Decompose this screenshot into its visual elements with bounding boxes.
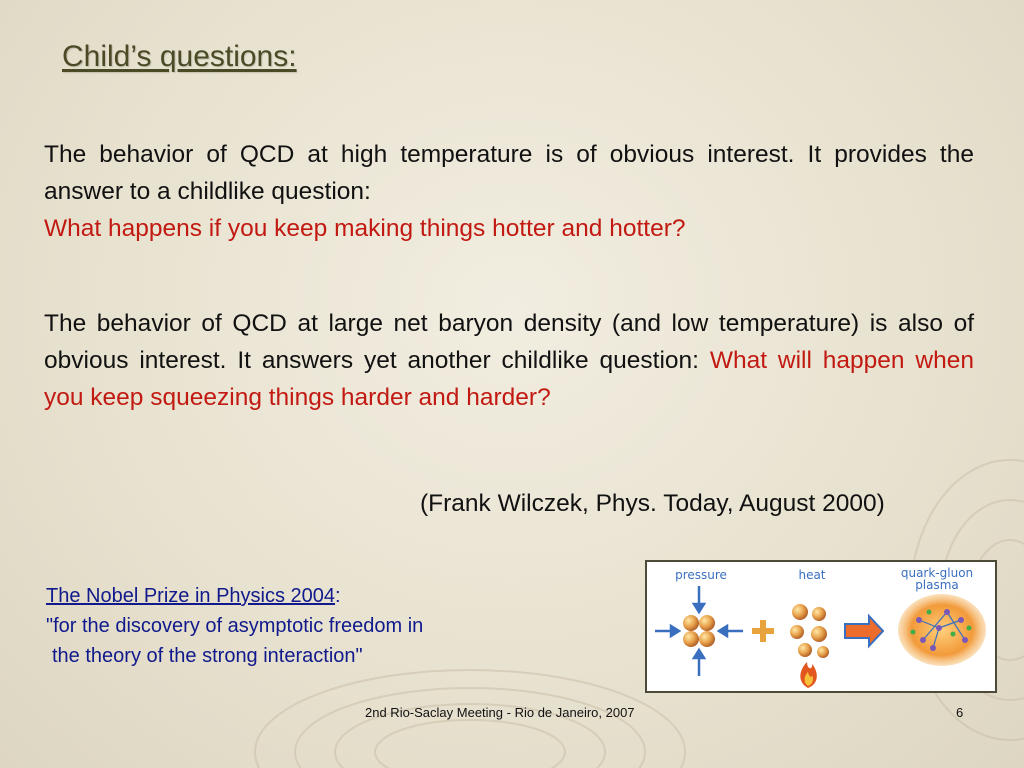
nucleons-compressed-icon [683, 615, 715, 647]
quark-gluon-plasma-icon [898, 594, 986, 666]
paragraph-text: The behavior of QCD at high temperature is of obvious interest. It provides the answer to a childlike question: [44, 141, 974, 205]
paragraph-high-temperature [44, 136, 974, 247]
figure-label-pressure: pressure [675, 568, 727, 582]
footer-text: 2nd Rio-Saclay Meeting - Rio de Janeiro, 2007 [365, 705, 635, 720]
citation: (Frank Wilczek, Phys. Today, August 2000) [420, 490, 885, 517]
nobel-citation-line-1: "for the discovery of asymptotic freedom in [46, 615, 424, 637]
figure-label-heat: heat [798, 568, 826, 582]
question-squeezing: What will happen when you keep squeezing things harder and harder? [44, 347, 974, 411]
plus-icon [752, 620, 774, 642]
nucleons-heated-icon [790, 604, 829, 658]
question-hotter: What happens if you keep making things hotter and hotter? [44, 215, 686, 242]
flame-icon [800, 662, 816, 688]
qcd-phase-figure [645, 560, 997, 693]
transition-arrow-icon [845, 616, 883, 646]
slide-title: Child’s questions: [62, 40, 297, 73]
paragraph-baryon-density [44, 305, 974, 416]
nobel-citation-line-2: the theory of the strong interaction" [52, 645, 363, 667]
figure-illustration [647, 562, 995, 691]
nobel-prize-link[interactable]: The Nobel Prize in Physics 2004 [46, 585, 336, 607]
nobel-prize-note [46, 581, 566, 671]
figure-label-qgp-line-2: plasma [915, 578, 959, 592]
page-number: 6 [956, 705, 964, 720]
pressure-arrows-icon [655, 586, 743, 676]
figure-label-qgp-line-1: quark-gluon [900, 566, 974, 580]
nobel-colon: : [335, 585, 341, 607]
paragraph-text: The behavior of QCD at large net baryon density (and low temperature) is also of obvious interest. It answers yet another childlike question: [44, 310, 974, 374]
